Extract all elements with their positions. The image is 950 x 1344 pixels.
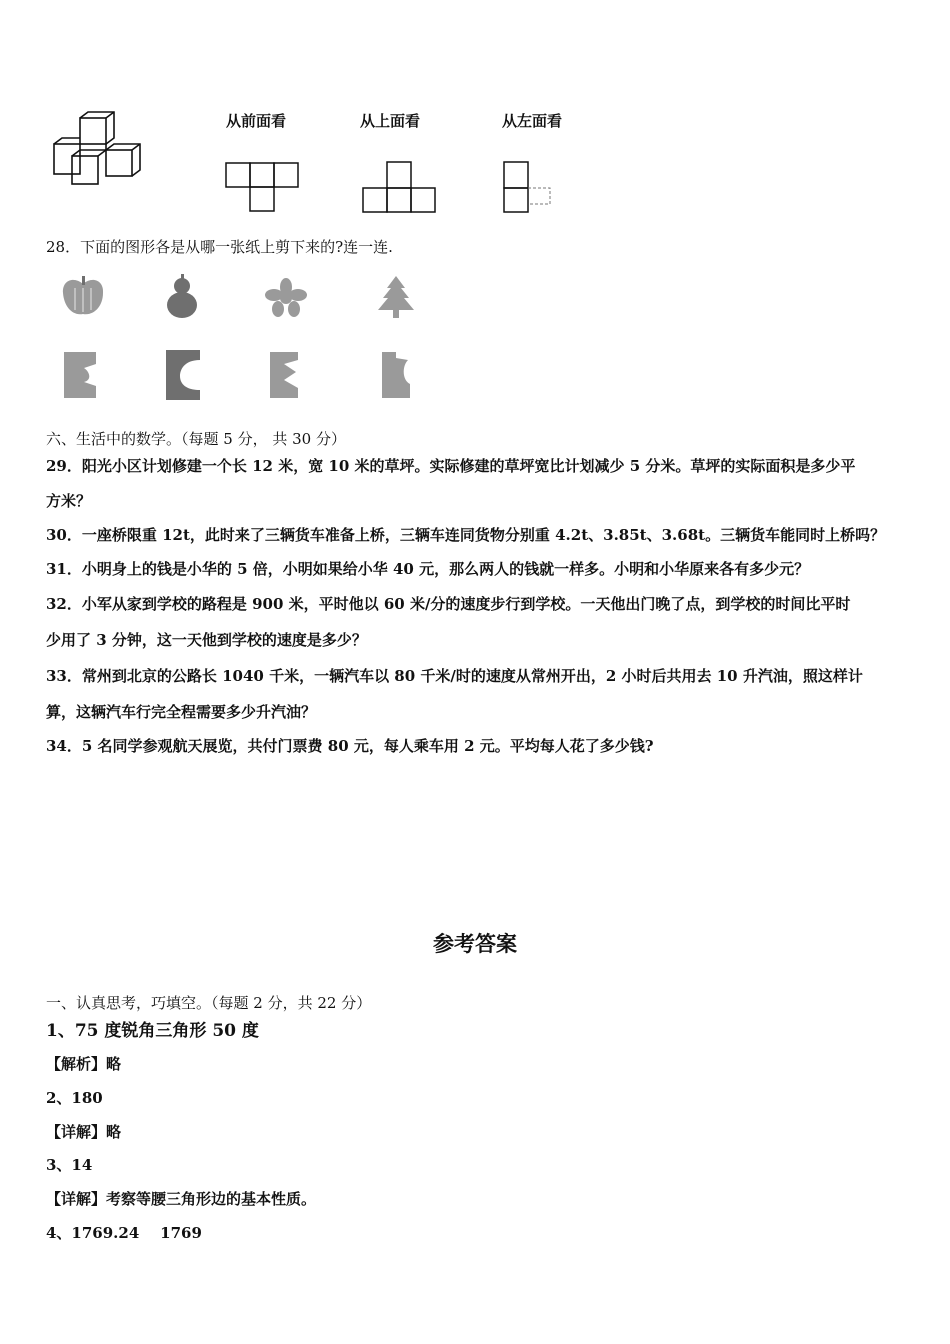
paper-e-2	[268, 350, 302, 400]
question-32-line2: 少用了 3 分钟，这一天他到学校的速度是多少？	[46, 631, 367, 649]
gourd-shape	[164, 274, 200, 320]
answer-3-note: 【详解】考察等腰三角形边的基本性质。	[46, 1190, 317, 1208]
question-28: 28．下面的图形各是从哪一张纸上剪下来的?连一连.	[46, 238, 393, 256]
cube-stack-figure	[50, 110, 150, 190]
answer-4: 4、1769.24 1769	[46, 1224, 202, 1242]
paper-e-3	[380, 350, 414, 400]
question-32-line1: 32．小军从家到学校的路程是 900 米，平时他以 60 米/分的速度步行到学校。一天他出门晚了点，到学校的时间比平时	[46, 595, 851, 613]
question-29-line2: 方米？	[46, 492, 92, 510]
flower-shape	[264, 278, 308, 318]
question-29-line1: 29．阳光小区计划修建一个长 12 米，宽 10 米的草坪。实际修建的草坪宽比计划减少 5 分米。草坪的实际面积是多少平	[46, 457, 856, 475]
answer-title: 参考答案	[433, 931, 517, 956]
question-31: 31．小明身上的钱是小华的 5 倍，小明如果给小华 40 元，那么两人的钱就一样多。小明和小华原来各有多少元？	[46, 560, 810, 578]
tree-shape	[376, 276, 416, 320]
question-33-line2: 算，这辆汽车行完全程需要多少升汽油？	[46, 703, 317, 721]
left-view-label: 从左面看	[502, 112, 563, 130]
left-view-drawing	[502, 160, 562, 216]
front-view-drawing	[225, 160, 305, 216]
apple-shape	[60, 276, 106, 318]
question-30: 30．一座桥限重 12t，此时来了三辆货车准备上桥，三辆车连同货物分别重 4.2t、3.85t、3.68t。三辆货车能同时上桥吗？	[46, 526, 886, 544]
front-view-label: 从前面看	[226, 112, 287, 130]
paper-c	[162, 348, 202, 402]
top-view-label: 从上面看	[360, 112, 421, 130]
answer-2: 2、180	[46, 1089, 103, 1107]
paper-e-1	[62, 350, 98, 400]
answer-1-note: 【解析】略	[46, 1055, 122, 1073]
answer-section-1-heading: 一、认真思考，巧填空。（每题 2 分，共 22 分）	[46, 994, 372, 1012]
section-6-heading: 六、生活中的数学。（每题 5 分， 共 30 分）	[46, 430, 346, 448]
answer-1: 1、75 度锐角三角形 50 度	[46, 1021, 259, 1041]
answer-2-note: 【详解】略	[46, 1123, 122, 1141]
question-33-line1: 33．常州到北京的公路长 1040 千米，一辆汽车以 80 千米/时的速度从常州开出，2 小时后共用去 10 升汽油，照这样计	[46, 667, 863, 685]
answer-3: 3、14	[46, 1156, 93, 1174]
question-34: 34．5 名同学参观航天展览，共付门票费 80 元，每人乘车用 2 元。平均每人花了多少钱?	[46, 737, 654, 755]
top-view-drawing	[362, 160, 442, 216]
